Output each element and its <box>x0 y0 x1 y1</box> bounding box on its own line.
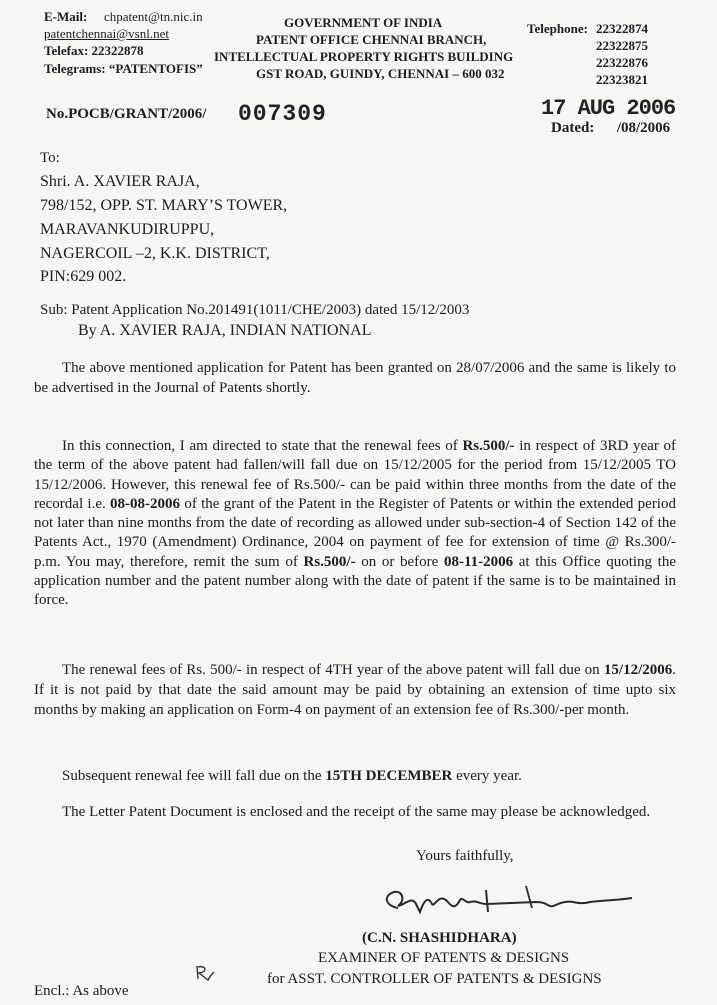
initials-mark-icon <box>194 964 216 982</box>
org-address: GST ROAD, GUINDY, CHENNAI – 600 032 <box>256 66 505 81</box>
phone-2: 22322875 <box>596 38 648 53</box>
signatory-title: EXAMINER OF PATENTS & DESIGNS <box>318 950 570 966</box>
subject-line: Sub: Patent Application No.201491(1011/CHE/2003) dated 15/12/2003 <box>40 302 470 318</box>
signatory-designation: for ASST. CONTROLLER OF PATENTS & DESIGNS <box>267 971 602 987</box>
addressee-line: Shri. A. XAVIER RAJA, <box>40 173 200 190</box>
telephone-label: Telephone: <box>527 21 588 36</box>
signatory-name: (C.N. SHASHIDHARA) <box>362 930 517 946</box>
subject-by-line: By A. XAVIER RAJA, INDIAN NATIONAL <box>78 322 372 339</box>
org-name: GOVERNMENT OF INDIA <box>284 15 443 30</box>
paragraph-renewal-4th-year: The renewal fees of Rs. 500/- in respect of 4TH year of the above patent will fall due on 15/12/2006. If it is not paid by that date the said amount may be paid by obtaining an extension of time upto six months by making an application on Form-4 on payment of an extension fee of Rs.300/-per month. <box>34 662 676 718</box>
org-branch: PATENT OFFICE CHENNAI BRANCH, <box>256 32 487 47</box>
telegrams: Telegrams: “PATENTOFIS” <box>44 61 203 76</box>
paragraph-renewal-3rd-year: In this connection, I am directed to state that the renewal fees of Rs.500/- in respect of 3RD year of the term of the above patent had fallen/will fall due on 15/12/2005 for the period from 15/12/2005 TO 15/12/2006. However, this renewal fee of Rs.500/- can be paid within three months from the date of the recordal i.e. 08-08-2006 of the grant of the Patent in the Register of Patents or within the extended period not later than nine months from the date of recording as allowed under sub-section-4 of Section 142 of the Patents Act., 1970 (Amendment) Ordinance, 2004 on payment of fee for extension of time @ Rs.300/- p.m. You may, therefore, remit the sum of Rs.500/- on or before 08-11-2006 at this Office quoting the application number and the patent number along with the date of patent if the same is to be maintained in force. <box>34 438 677 609</box>
addressee-line: PIN:629 002. <box>40 268 127 285</box>
phone-3: 22322876 <box>596 55 648 70</box>
org-building: INTELLECTUAL PROPERTY RIGHTS BUILDING <box>214 49 514 64</box>
paragraph-enclosure: The Letter Patent Document is enclosed and the receipt of the same may please be acknowledged. <box>62 804 651 820</box>
enclosure-note: Encl.: As above <box>34 983 129 999</box>
closing: Yours faithfully, <box>416 848 514 864</box>
addressee-line: MARAVANKUDIRUPPU, <box>40 221 215 238</box>
phone-1: 22322874 <box>596 21 648 36</box>
paragraph-subsequent-fee: Subsequent renewal fee will fall due on the 15TH DECEMBER every year. <box>62 768 522 784</box>
telefax: Telefax: 22322878 <box>44 43 144 58</box>
dated-line: Dated: /08/2006 <box>551 120 671 136</box>
signature-icon <box>376 882 636 924</box>
email-address-2[interactable]: patentchennai@vsnl.net <box>44 26 169 41</box>
email-label: E-Mail: <box>44 9 88 24</box>
email-address-1[interactable]: chpatent@tn.nic.in <box>104 9 203 24</box>
addressee-line: 798/152, OPP. ST. MARY’S TOWER, <box>40 197 288 214</box>
to-label: To: <box>40 150 60 166</box>
paragraph-grant: The above mentioned application for Patent has been granted on 28/07/2006 and the same is likely to be advertised in the Journal of Patents shortly. <box>34 360 676 396</box>
addressee-line: NAGERCOIL –2, K.K. DISTRICT, <box>40 245 270 262</box>
phone-4: 22323821 <box>596 72 648 87</box>
reference-number-prefix: No.POCB/GRANT/2006/ <box>46 106 207 122</box>
reference-number-stamp: 007309 <box>238 101 327 127</box>
date-stamp: 17 AUG 2006 <box>541 96 676 121</box>
